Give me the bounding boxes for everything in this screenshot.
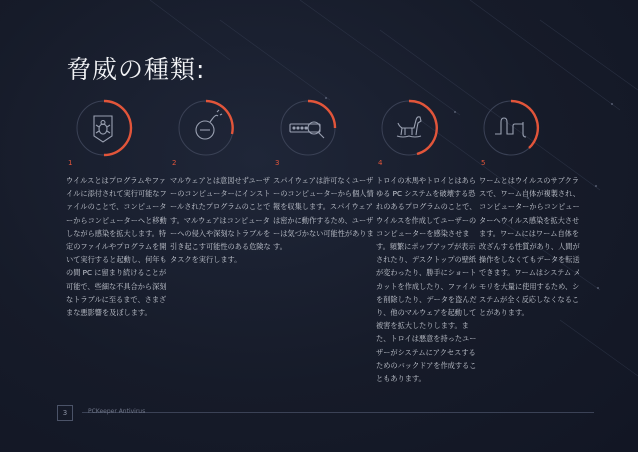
threat-number-5: 5 [481, 159, 486, 167]
password-magnifier-icon [290, 122, 324, 138]
threat-badge-2 [174, 96, 238, 160]
threat-badge-3 [276, 96, 340, 160]
footer-divider [82, 412, 594, 413]
bomb-icon [196, 110, 222, 139]
threat-badge-4 [377, 96, 441, 160]
threat-number-4: 4 [378, 159, 383, 167]
threat-text-2: マルウェアとは意図せずユーザーのコンピューターにインストールされたプログラムのことです。マルウェアはコンピューターへの侵入や深刻なトラブルを引き起こす可能性のある危険なタスクを実行します。 [170, 176, 271, 265]
threat-number-3: 3 [275, 159, 280, 167]
threat-text-3: スパイウェアは許可なくユーザーのコンピューターから個人情報を収集します。スパイウェアは密かに動作するため、ユーザーは気づかない可能性があります。 [273, 176, 374, 252]
threat-number-1: 1 [68, 159, 73, 167]
threat-text-1: ウイルスとはプログラムやファイルに添付されて実行可能なファイルのことで、コンピューターからコンピューターへと移動しながら感染を拡大します。特定のファイルやプログラムを開いて実行すると起動し、何年もの間 PC に留まり続けることが可能で、些細な不具合から深刻なトラブルに至るまで、さまざまな悪影響を及ぼします。 [66, 176, 167, 318]
trojan-horse-icon [397, 117, 421, 137]
bug-icon [94, 116, 112, 142]
threat-text-5: ワームとはウイルスのサブクラスで、ワーム自体が複製され、コンピューターからコンピューターへウイルス感染を拡大させます。ワームにはワーム自体を改ざんする性質があり、人間が操作をしなくてもデータを転送できます。ワームはシステム メモリを大量に使用するため、システムが全く反応しなくなることがあります。 [479, 176, 581, 318]
page-number: 3 [57, 405, 73, 421]
threat-badge-5 [479, 96, 543, 160]
threat-text-4: トロイの木馬やトロイとはあらゆる PC システムを破壊する恐れのあるプログラムのことで、ウイルスを作成してユーザーのコンピューターを感染させます。頻繁にポップアップが表示されたり、デスクトップの壁紙が変わったり、勝手にショートカットを作成したり、ファイルを削除したり、データを盗んだり、他のマルウェアを起動して被害を拡大したりします。また、トロイは悪意を持ったユーザーがシステムにアクセスするためのバックドアを作成することもあります。 [376, 176, 477, 384]
threat-number-2: 2 [172, 159, 177, 167]
footer-brand: PCKeeper Antivirus [88, 408, 146, 415]
worm-icon [495, 118, 526, 137]
threat-badge-1 [72, 96, 136, 160]
page-title: 脅威の種類: [66, 55, 206, 84]
